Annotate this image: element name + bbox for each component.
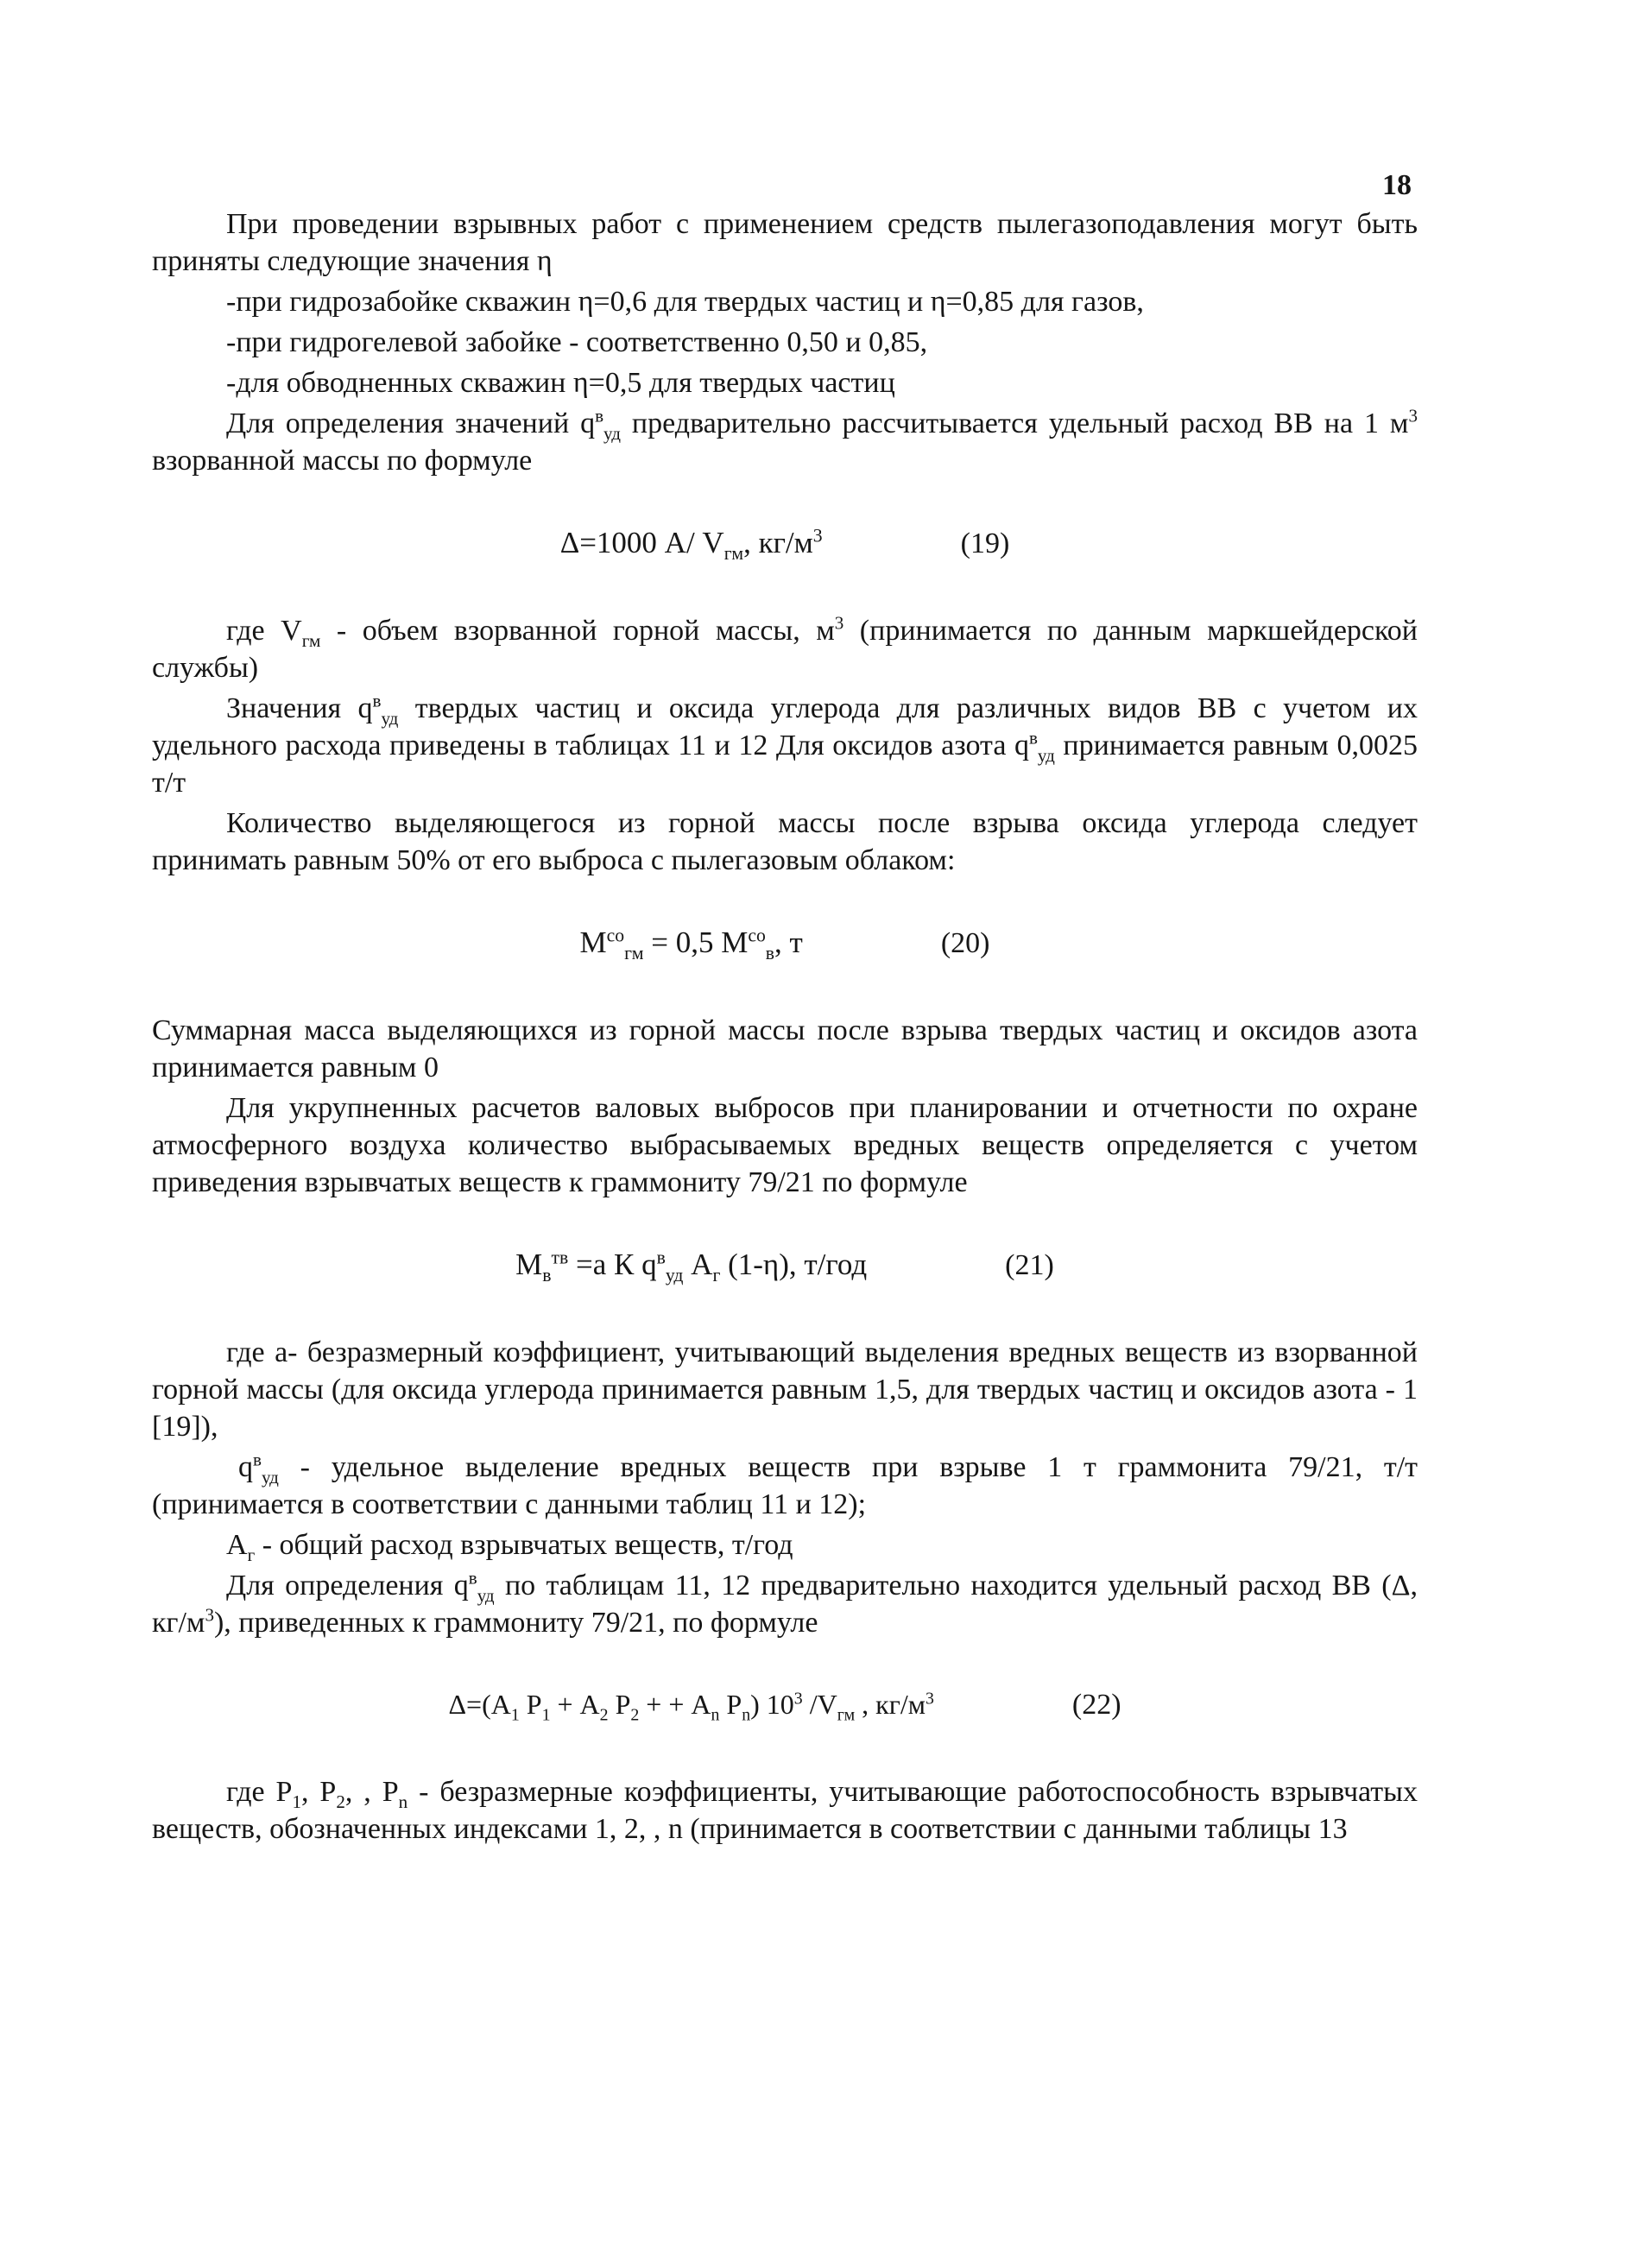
- paragraph: -при гидрозабойке скважин η=0,6 для твердых частиц и η=0,85 для газов,: [226, 286, 1144, 318]
- formula-number: (20): [940, 927, 990, 959]
- paragraph: Количество выделяющегося из горной массы после взрыва оксида углерода следует принимать равным 50% от его выброса с пылегазовым облаком:: [152, 807, 1418, 876]
- paragraph: $А_г$ - общий расход взрывчатых веществ, т/год: [226, 1529, 793, 1565]
- paragraph: Для определения значений $q^в_{уд}$ предварительно рассчитывается удельный расход ВВ на 1 $м^3$ взорванной массы по формуле: [152, 405, 1418, 477]
- paragraph: -при гидрогелевой забойке - соответственно 0,50 и 0,85,: [226, 326, 928, 358]
- formula-22: $\Delta=(А_1$ $Р_1 + А_2$ $Р_2$ + + $А_n$ $Р_n$) $10^3$ $/V_{гм}$ , $кг/м^3$ (22): [152, 1686, 1418, 1723]
- paragraph: При проведении взрывных работ с применением средств пылегазоподавления могут быть приняты следующие значения η: [152, 208, 1418, 277]
- formula-21: $М_в^{тв} =а$ К $q^в_{уд}$ $А_г$ (1-η), т/год (21): [515, 1247, 1054, 1286]
- paragraph: Для укрупненных расчетов валовых выбросов при планировании и отчетности по охране атмосферного воздуха количество выбрасываемых вредных веществ определяется с учетом приведения взрывчатых веществ к граммониту 79/21 по формуле: [152, 1092, 1418, 1198]
- formula-number: (22): [1071, 1689, 1121, 1721]
- paragraph: Для определения $q^в_{уд}$ по таблицам 11, 12 предварительно находится удельный расход ВВ (Δ, $кг/м^3$), приведенных к граммониту 79/21, по формуле: [152, 1567, 1418, 1639]
- formula-19: Δ=1000 А/ $V_{гм}$, $кг/м^3$ (19): [559, 525, 1010, 564]
- formula-20: $М^{со}_{гм} = 0,5$ $М^{со}_в$, т (20): [579, 925, 990, 963]
- formula-number: (21): [1005, 1249, 1054, 1281]
- page-number: 18: [1382, 169, 1412, 201]
- paragraph: Значения $q^в_{уд}$ твердых частиц и оксида углерода для различных видов ВВ с учетом их удельного расхода приведены в таблицах 11 и 12 Для оксидов азота $q^в_{уд}$ принимается равным 0,0025 т/т: [152, 690, 1418, 799]
- paragraph: -для обводненных скважин η=0,5 для твердых частиц: [226, 367, 895, 399]
- paragraph: Суммарная масса выделяющихся из горной массы после взрыва твердых частиц и оксидов азота принимается равным 0: [152, 1014, 1418, 1083]
- formula-number: (19): [960, 528, 1010, 559]
- paragraph: где $V_{гм}$ - объем взорванной горной массы, $м^3$ (принимается по данным маркшейдерской службы): [152, 612, 1418, 684]
- document-body: [152, 205, 1418, 1851]
- paragraph: где $Р_1$, $Р_2$, , $Р_n$ - безразмерные коэффициенты, учитывающие работоспособность взрывчатых веществ, обозначенных индексами 1, 2, , n (принимается в соответствии с данными таблицы 13: [152, 1776, 1418, 1845]
- paragraph: $q^в_{уд}$ - удельное выделение вредных веществ при взрыве 1 т граммонита 79/21, т/т (принимается в соответствии с данными таблиц 11 и 12);: [152, 1449, 1418, 1520]
- paragraph: где а- безразмерный коэффициент, учитывающий выделения вредных веществ из взорванной горной массы (для оксида углерода принимается равным 1,5, для твердых частиц и оксидов азота - 1 [19]),: [152, 1336, 1418, 1443]
